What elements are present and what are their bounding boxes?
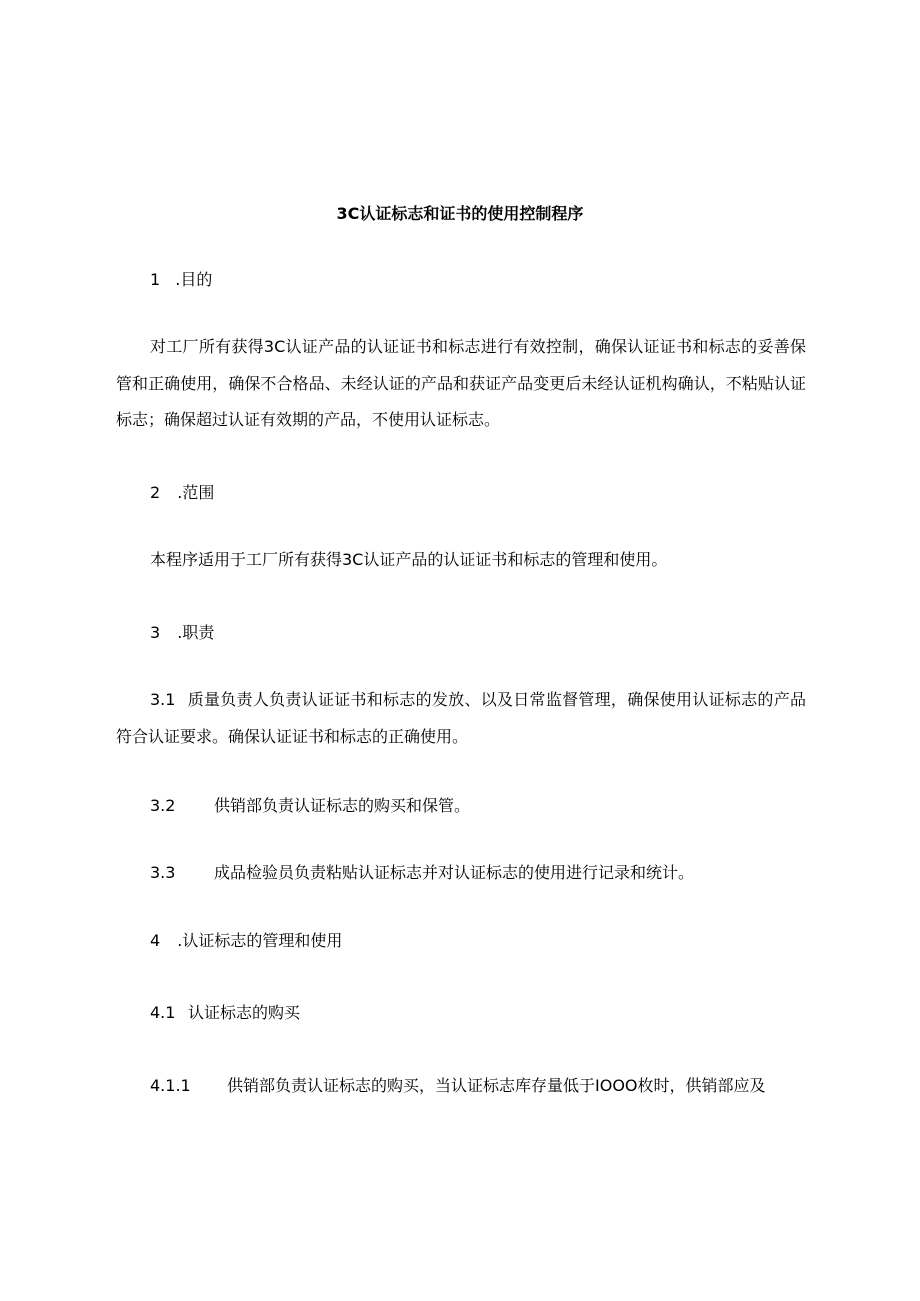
subsection-number: 4.1.1 bbox=[150, 1076, 191, 1095]
subsection-number: 3.3 bbox=[150, 863, 176, 882]
section-3-2 bbox=[150, 795, 470, 817]
section-number: 4 bbox=[150, 931, 161, 950]
section-1-body: 对工厂所有获得3C认证产品的认证证书和标志进行有效控制，确保认证证书和标志的妥善保管和正确使用，确保不合格品、未经认证的产品和获证产品变更后未经认证机构确认，不粘贴认证标志；确保超过认证有效期的产品，不使用认证标志。 bbox=[116, 337, 806, 429]
section-4-1-heading bbox=[150, 1002, 300, 1024]
document-title: 3C认证标志和证书的使用控制程序 bbox=[336, 204, 584, 223]
subsection-number: 4.1 bbox=[150, 1003, 176, 1022]
section-3-heading bbox=[150, 622, 214, 644]
subsection-number: 3.2 bbox=[150, 796, 176, 815]
subsection-title: 认证标志的购买 bbox=[188, 1003, 301, 1022]
section-1-heading bbox=[150, 269, 212, 291]
section-number: 1 bbox=[150, 270, 161, 289]
section-3-1 bbox=[116, 682, 806, 755]
section-2-body: 本程序适用于工厂所有获得3C认证产品的认证证书和标志的管理和使用。 bbox=[150, 550, 668, 569]
subsection-number: 3.1 bbox=[150, 690, 176, 709]
subsection-body: 供销部负责认证标志的购买，当认证标志库存量低于IOOO枚时，供销部应及 bbox=[227, 1076, 766, 1095]
subsection-body: 成品检验员负责粘贴认证标志并对认证标志的使用进行记录和统计。 bbox=[214, 863, 695, 882]
section-4-heading bbox=[150, 930, 342, 952]
section-3-3 bbox=[150, 862, 694, 884]
section-title: .认证标志的管理和使用 bbox=[177, 931, 343, 950]
section-2-heading bbox=[150, 482, 214, 504]
subsection-body: 供销部负责认证标志的购买和保管。 bbox=[214, 796, 471, 815]
section-title: .职责 bbox=[177, 623, 215, 642]
subsection-body: 质量负责人负责认证证书和标志的发放、以及日常监督管理，确保使用认证标志的产品符合认证要求。确保认证证书和标志的正确使用。 bbox=[116, 690, 806, 746]
section-title: .范围 bbox=[177, 483, 215, 502]
section-number: 2 bbox=[150, 483, 161, 502]
section-title: .目的 bbox=[175, 270, 213, 289]
section-4-1-1 bbox=[150, 1075, 766, 1097]
section-number: 3 bbox=[150, 623, 161, 642]
